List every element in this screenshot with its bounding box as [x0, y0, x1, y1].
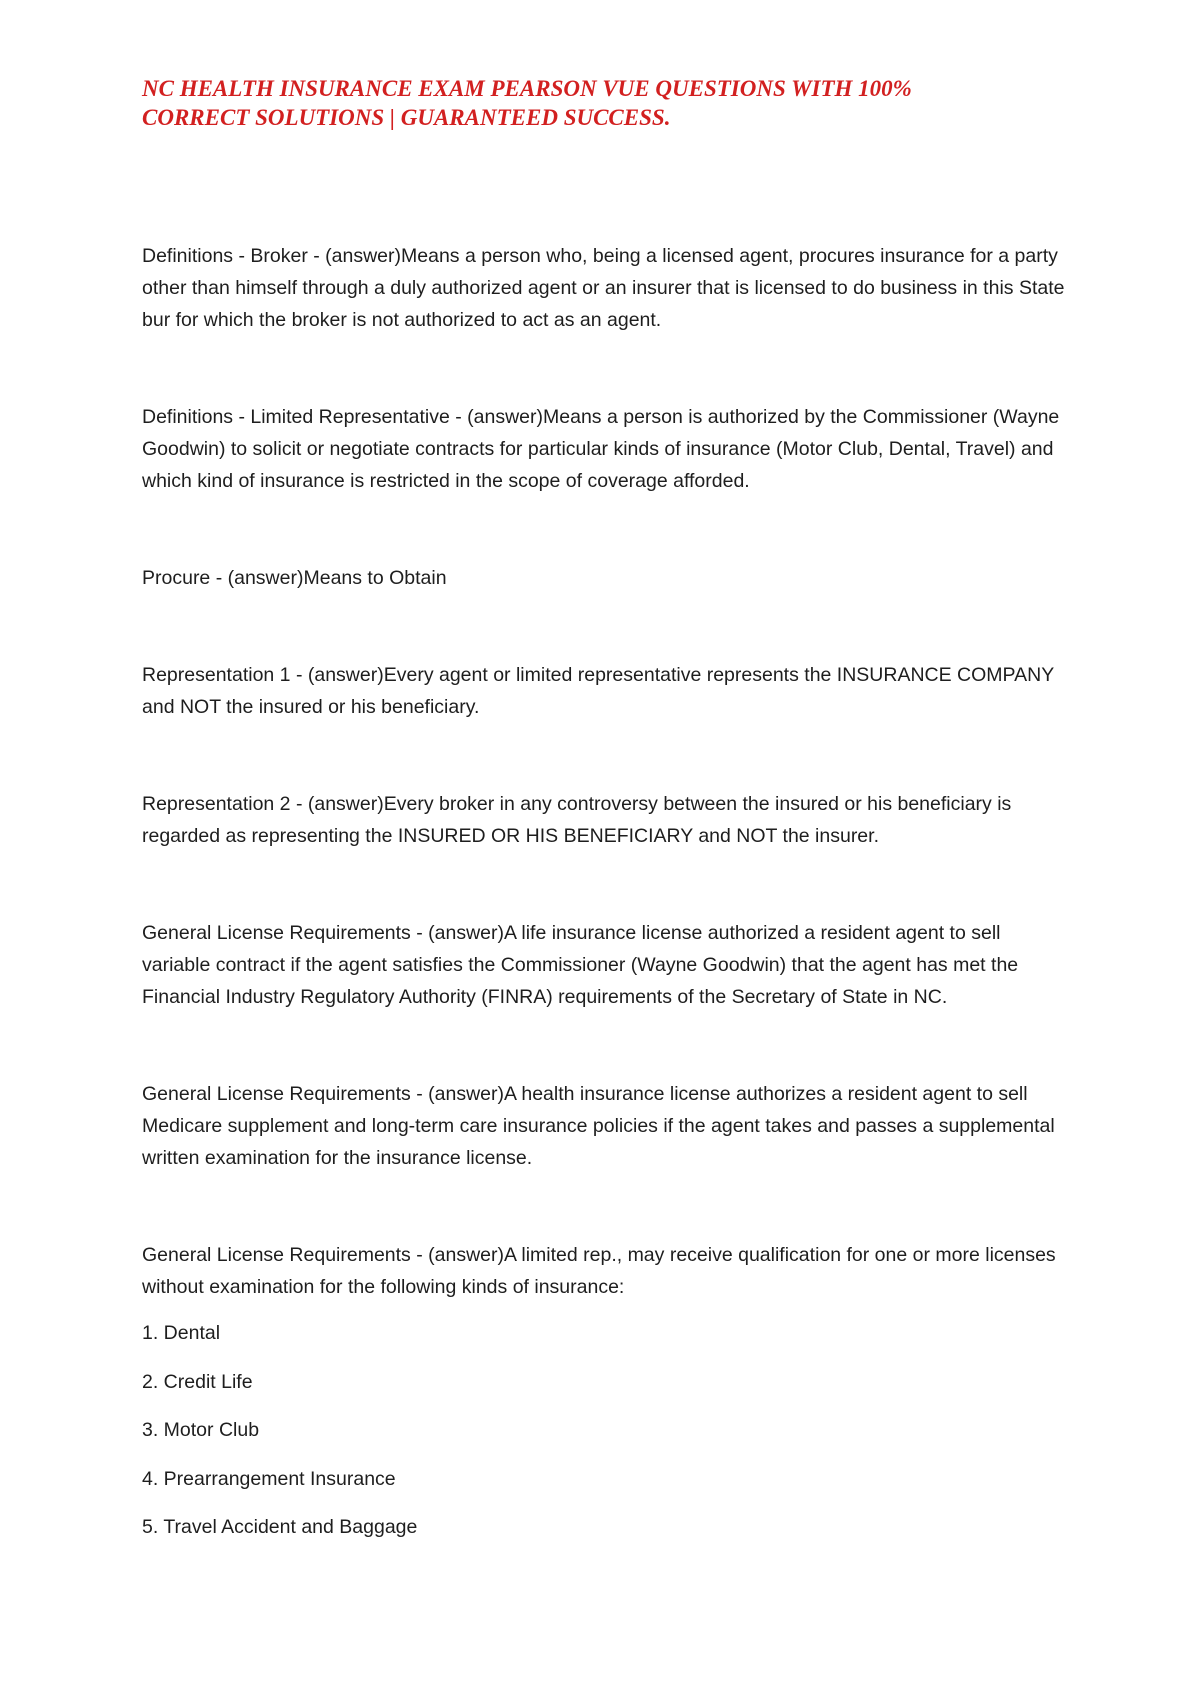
- entry-term: Representation 2 -: [142, 793, 308, 815]
- answer-marker: (answer): [428, 922, 505, 944]
- qa-entry-broker: [142, 240, 1067, 336]
- entry-term: Definitions - Limited Representative -: [142, 406, 467, 428]
- entry-answer: A life insurance license authorized a resident agent to sell variable contract if the agent satisfies the Commissioner (Wayne Goodwin) that the agent has met the Financial Industry Regulatory Authority (FINRA) requirements of the Secretary of State in NC.: [142, 922, 1019, 1008]
- entry-term: Definitions - Broker -: [142, 245, 325, 267]
- answer-marker: (answer): [428, 1083, 505, 1105]
- entry-answer: Means a person is authorized by the Commissioner (Wayne Goodwin) to solicit or negotiate contracts for particular kinds of insurance (Motor Club, Dental, Travel) and which kind of insurance is restricted in the scope of coverage afforded.: [142, 406, 1060, 492]
- entry-answer: Means to Obtain: [303, 567, 447, 589]
- qa-entry-representation-1: [142, 659, 1067, 723]
- list-item: 3. Motor Club: [142, 1419, 260, 1441]
- qa-entry-license-limited-rep: [142, 1239, 1067, 1543]
- insurance-kinds-list: [142, 1317, 1067, 1543]
- document-title: NC HEALTH INSURANCE EXAM PEARSON VUE QUESTIONS WITH 100% CORRECT SOLUTIONS | GUARANTEED SUCCESS.: [142, 76, 912, 130]
- qa-entry-representation-2: [142, 788, 1067, 852]
- answer-marker: (answer): [428, 1244, 505, 1266]
- list-item: 1. Dental: [142, 1322, 221, 1344]
- entry-term: General License Requirements -: [142, 1244, 428, 1266]
- list-item: 5. Travel Accident and Baggage: [142, 1516, 418, 1538]
- entry-answer: A limited rep., may receive qualification for one or more licenses without examination for the following kinds of insurance:: [142, 1244, 1056, 1298]
- entry-answer: A health insurance license authorizes a resident agent to sell Medicare supplement and long-term care insurance policies if the agent takes and passes a supplemental written examination for the insurance license.: [142, 1083, 1055, 1169]
- answer-marker: (answer): [227, 567, 304, 589]
- answer-marker: (answer): [467, 406, 544, 428]
- entry-answer: Means a person who, being a licensed agent, procures insurance for a party other than himself through a duly authorized agent or an insurer that is licensed to do business in this State bur for which the broker is not authorized to act as an agent.: [142, 245, 1065, 331]
- list-item: 2. Credit Life: [142, 1370, 253, 1393]
- answer-marker: (answer): [307, 664, 384, 686]
- qa-entry-procure: [142, 562, 1067, 594]
- entry-term: General License Requirements -: [142, 922, 428, 944]
- entry-term: Procure -: [142, 567, 228, 589]
- entry-term: General License Requirements -: [142, 1083, 428, 1105]
- entry-answer: Every broker in any controversy between the insured or his beneficiary is regarded as representing the INSURED OR HIS BENEFICIARY and NOT the insurer.: [142, 793, 1012, 847]
- qa-entries: [142, 240, 1067, 1608]
- qa-entry-license-life: [142, 917, 1067, 1013]
- answer-marker: (answer): [325, 245, 402, 267]
- entry-term: Representation 1 -: [142, 664, 308, 686]
- list-item: 4. Prearrangement Insurance: [142, 1467, 396, 1490]
- entry-answer: Every agent or limited representative represents the INSURANCE COMPANY and NOT the insured or his beneficiary.: [142, 664, 1054, 718]
- answer-marker: (answer): [307, 793, 384, 815]
- qa-entry-license-health: [142, 1078, 1067, 1174]
- qa-entry-limited-representative: [142, 401, 1067, 497]
